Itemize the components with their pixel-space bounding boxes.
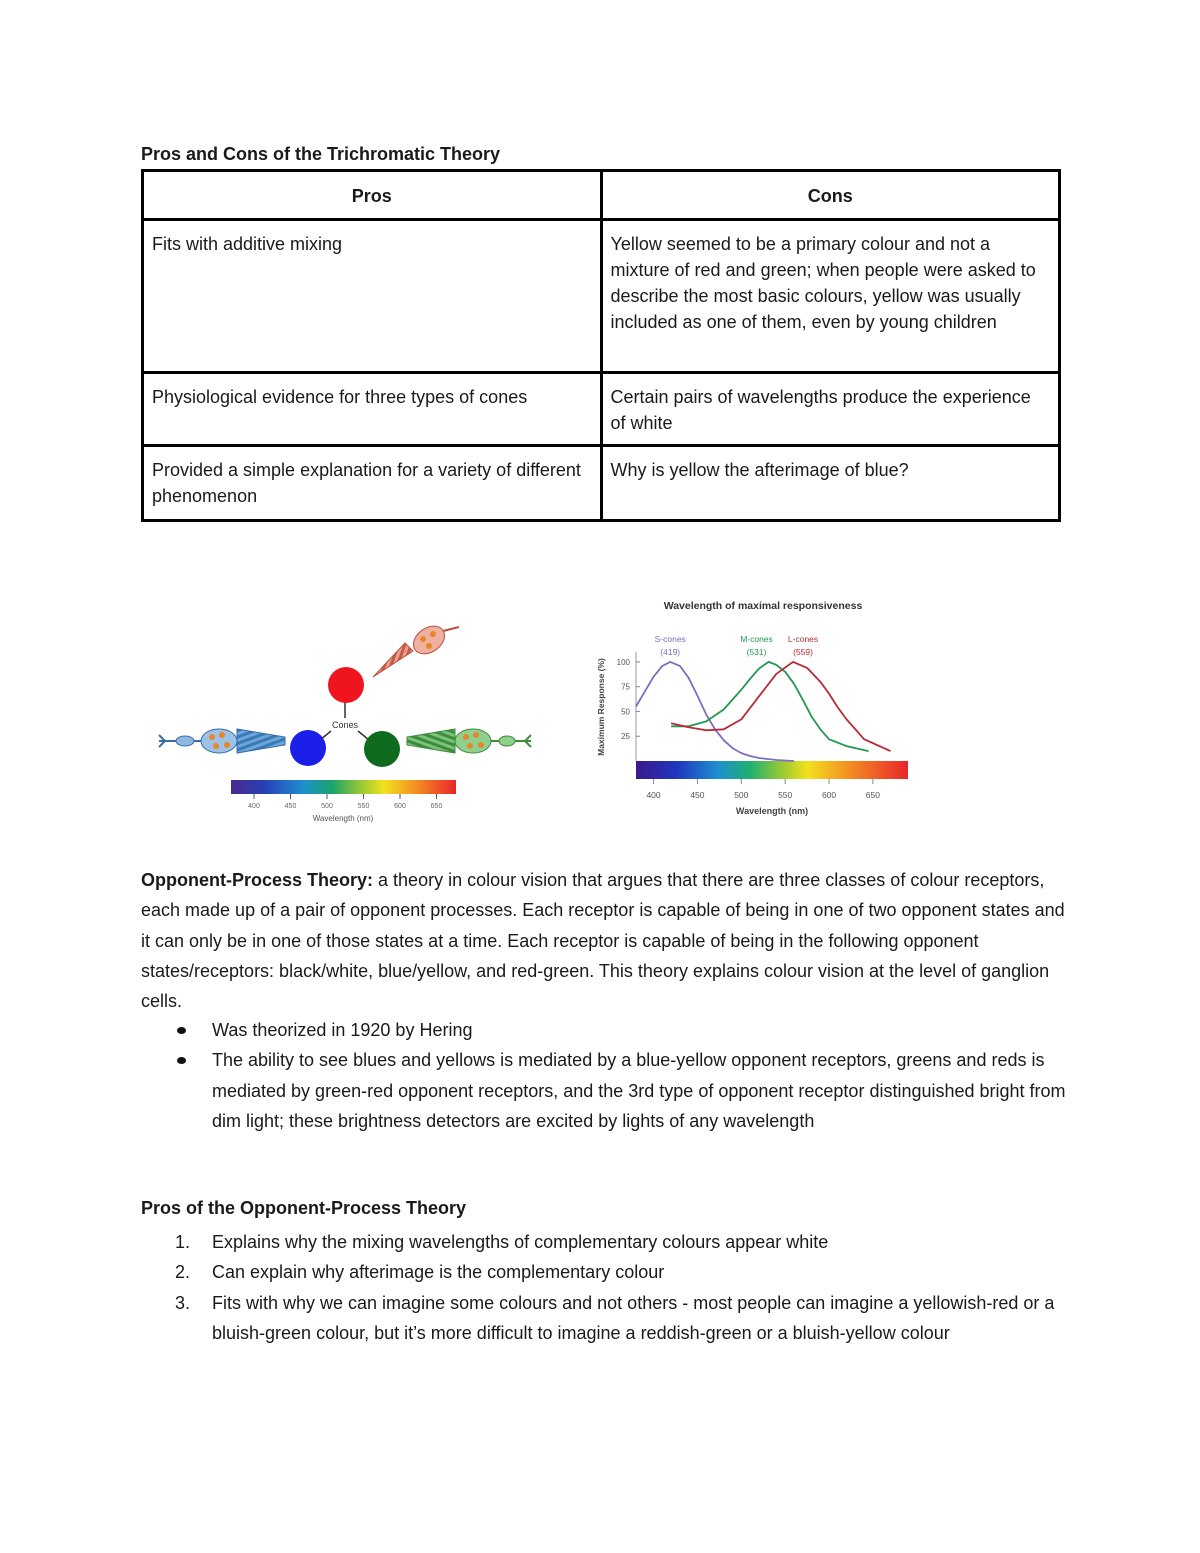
x-tick-label: 650 xyxy=(865,790,880,800)
x-tick-label: 400 xyxy=(646,790,661,800)
chart-title: Wavelength of maximal responsiveness xyxy=(663,600,863,612)
list-item-text: The ability to see blues and yellows is mediated by a blue-yellow opponent receptors, greens and reds is mediated by green-red opponent receptors, and the 3rd type of opponent receptor distinguished bright from dim light; these brightness detectors are excited by lights of any wavelength xyxy=(212,1050,1066,1131)
series-name-label: L-cones xyxy=(787,634,819,644)
green-cone-circle xyxy=(364,731,400,767)
s-cones-curve xyxy=(636,662,794,761)
list-item xyxy=(141,1257,1066,1287)
section-heading: Pros of the Opponent-Process Theory xyxy=(141,1198,467,1218)
y-tick-label: 75 xyxy=(621,682,630,692)
table-row xyxy=(143,373,1060,446)
spectrum-tick-label: 550 xyxy=(357,803,370,810)
list-item xyxy=(141,1015,1066,1045)
list-item-text: Can explain why afterimage is the complementary colour xyxy=(212,1262,665,1283)
list-number: 2. xyxy=(175,1262,191,1283)
spectrum-tick-label: 600 xyxy=(394,803,406,810)
pros-cons-table xyxy=(141,169,1061,522)
table-cell-pro: Fits with additive mixing xyxy=(143,220,602,373)
table-row xyxy=(143,446,1060,521)
list-item xyxy=(141,1288,1066,1349)
table-header-pros: Pros xyxy=(143,171,602,220)
table-cell-con: Yellow seemed to be a primary colour and not a mixture of red and green; when people were asked to describe the most basic colours, yellow was usually included as one of them, even by young children xyxy=(601,220,1060,373)
series-peak-label: (531) xyxy=(746,647,767,657)
x-axis-label: Wavelength (nm) xyxy=(735,806,809,816)
bullet-icon xyxy=(177,1057,186,1064)
y-tick-label: 25 xyxy=(621,732,630,742)
green-cone-cell xyxy=(407,729,531,753)
spectrum-tick-label: 400 xyxy=(248,803,260,810)
table-header-cons: Cons xyxy=(601,171,1060,220)
blue-cone-circle xyxy=(290,730,326,766)
y-axis-label: Maximum Response (%) xyxy=(596,658,606,756)
table-row xyxy=(143,220,1060,373)
red-cone-circle xyxy=(328,667,364,703)
spectrum-tick-label: 450 xyxy=(284,803,297,810)
section-heading: Pros and Cons of the Trichromatic Theory xyxy=(141,144,501,164)
numbered-list xyxy=(141,1227,1066,1348)
series-name-label: S-cones xyxy=(654,634,686,644)
x-tick-label: 550 xyxy=(778,790,793,800)
table-cell-pro: Physiological evidence for three types of cones xyxy=(143,373,602,446)
x-tick-label: 600 xyxy=(821,790,837,800)
y-tick-label: 50 xyxy=(621,707,630,717)
series-peak-label: (559) xyxy=(793,647,813,657)
spectrum-ticks xyxy=(248,794,442,810)
series-peak-label: (419) xyxy=(660,647,681,657)
opponent-process-paragraph xyxy=(141,865,1066,1016)
list-item xyxy=(141,1045,1066,1136)
x-tick-label: 500 xyxy=(734,790,749,800)
spectrum-tick-label: 500 xyxy=(321,803,333,810)
spectrum-tick-label: 650 xyxy=(430,803,443,810)
list-item-text: Was theorized in 1920 by Hering xyxy=(212,1020,473,1040)
blue-cone-cell xyxy=(159,729,285,753)
spectrum-bar xyxy=(636,761,908,779)
table-cell-con: Certain pairs of wavelengths produce the experience of white xyxy=(601,373,1060,446)
y-tick-label: 100 xyxy=(616,657,630,667)
m-cones-curve xyxy=(671,662,868,751)
series-name-label: M-cones xyxy=(740,634,773,644)
l-cones-curve xyxy=(671,662,890,751)
cone-diagram xyxy=(155,625,545,830)
spectrum-bar xyxy=(231,780,456,794)
list-number: 3. xyxy=(175,1292,191,1313)
table-cell-pro: Provided a simple explanation for a variety of different phenomenon xyxy=(143,446,602,521)
list-item-text: Explains why the mixing wavelengths of complementary colours appear white xyxy=(212,1232,829,1252)
term-label: Opponent-Process Theory: xyxy=(141,870,374,890)
list-item xyxy=(141,1227,1066,1257)
cones-label: Cones xyxy=(331,720,359,730)
list-number: 1. xyxy=(175,1232,191,1252)
table-header-row xyxy=(143,171,1060,220)
list-item-text: Fits with why we can imagine some colours and not others - most people can imagine a yellowish-red or a bluish-green colour, but it’s more difficult to imagine a reddish-green or a bluish-yellow colour xyxy=(212,1292,1055,1343)
bullet-list xyxy=(141,1015,1066,1136)
red-cone-cell xyxy=(373,625,459,677)
x-tick-label: 450 xyxy=(690,790,705,800)
response-chart xyxy=(590,592,920,822)
table-cell-con: Why is yellow the afterimage of blue? xyxy=(601,446,1060,521)
term-definition: a theory in colour vision that argues that there are three classes of colour receptors, each made up of a pair of opponent processes. Each receptor is capable of being in one of two opponent states and it can only be in one of those states at a time. Each receptor is capable of being in the following opponent states/receptors: black/white, blue/yellow, and red-green. This theory explains colour vision at the level of ganglion cells. xyxy=(141,870,1065,1012)
spectrum-axis-label: Wavelength (nm) xyxy=(312,814,374,823)
bullet-icon xyxy=(177,1027,186,1034)
